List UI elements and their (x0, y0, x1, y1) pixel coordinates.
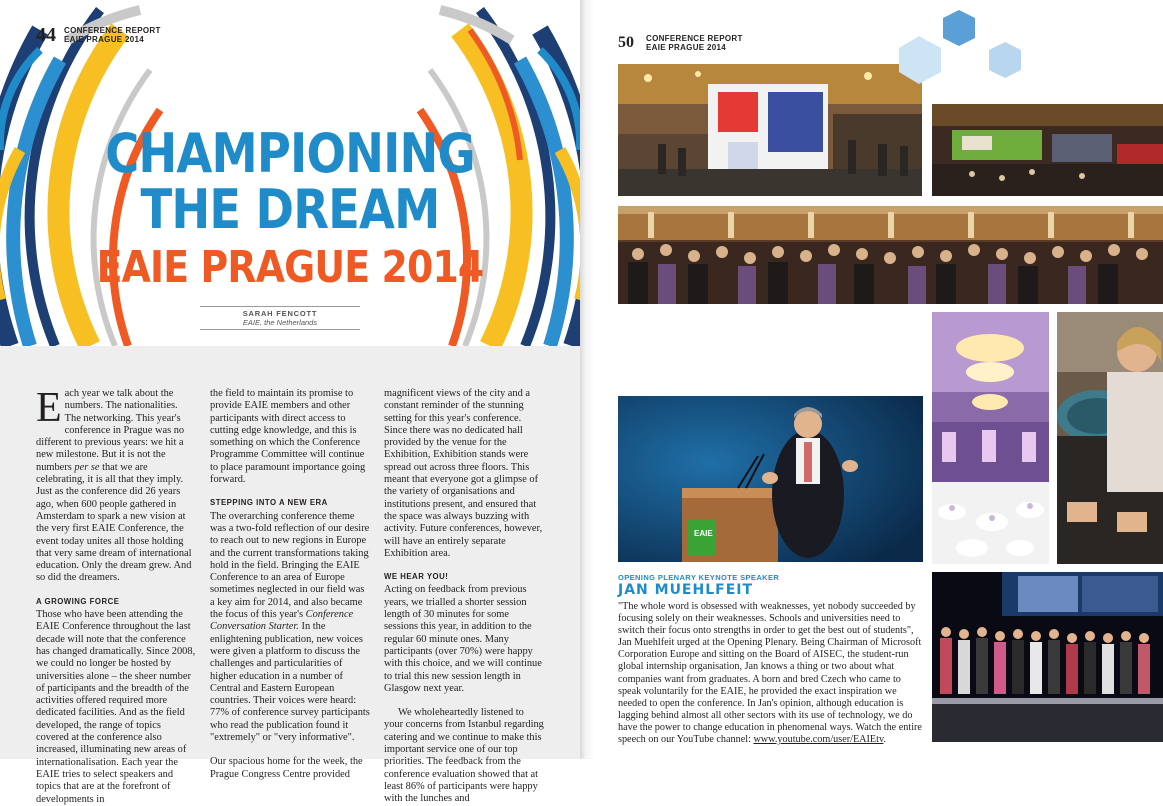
author-affiliation: EAIE, the Netherlands (242, 318, 318, 327)
hexagon-shape (899, 36, 941, 84)
intro-paragraph (36, 385, 196, 585)
byline (200, 306, 360, 330)
section-heading-new-era: STEPPING INTO A NEW ERA (210, 498, 328, 508)
stage-performers-photo (932, 572, 1163, 742)
paragraph (210, 511, 370, 745)
section-heading-growing-force: A GROWING FORCE (36, 596, 120, 606)
paragraph-text-end: In the enlightening publication, new voices were given a platform to discuss the challenges and particularities of higher education in a number of Central and Eastern European countries. Their voices were heard: 77% of conference survey participants who read the publication found it "extremely" or "very informative". (210, 621, 370, 744)
paragraph: the field to maintain its promise to provide EAIE members and other participants with direct access to cutting edge knowledge, and this is something on which the Conference Programme Committee will continue to place paramount importance going forward. (210, 388, 366, 486)
article-column-3 (384, 388, 544, 806)
intro-italic: per se (74, 461, 100, 473)
hexagon-shape (989, 42, 1021, 78)
publication-title: Conference Conversation Starter. (210, 609, 354, 633)
headline-line-1: CHAMPIONING (105, 122, 475, 185)
article-column-2 (210, 388, 370, 781)
running-head-section: CONFERENCE REPORT (64, 26, 161, 35)
page-number: 50 (618, 34, 634, 51)
speaker-name: JAN MUEHLFEIT (618, 582, 754, 598)
keynote-speaker-photo (618, 396, 923, 562)
networking-crowd-photo (618, 206, 1163, 304)
page-gutter (580, 0, 594, 759)
running-head (64, 26, 161, 44)
section-heading-we-hear-you: WE HEAR YOU! (384, 572, 449, 582)
podium-logo-panel (688, 520, 716, 556)
paragraph: magnificent views of the city and a constant reminder of the stunning setting for this year's conference. Since there was no dedicated hall provided by the venue for the Exhibition, Exhibition stands were spread out across three floors. This meant that everyone got a glimpse of the variety of organisations and institutions present, and ensured that the space was always buzzing with activity. Future conferences, however, will have an entirely separate Exhibition area. (384, 388, 543, 559)
headline-line-2: THE DREAM (140, 178, 440, 241)
headline-line-3: EAIE PRAGUE 2014 (96, 242, 484, 293)
paragraph: We wholeheartedly listened to your concerns from Istanbul regarding catering and we continue to make this important service one of our top priorities. The feedback from the conference evaluation showed that at least 86% of participants were happy with the lunches and (384, 707, 544, 805)
running-head-section: CONFERENCE REPORT (646, 34, 743, 43)
intro-text-end: that we are celebrating, it is all that they imply. Just as the conference did 26 years ago, when 600 people gathered in Amsterdam to spark a new vision at the very first EAIE Conference, the event today unites all those holding that very same dream of international education. Only the dream grew. And so did the dreamers. (36, 461, 192, 584)
article-column-1 (36, 385, 196, 806)
caption-kicker: OPENING PLENARY KEYNOTE SPEAKER (618, 573, 780, 582)
podium-logo-text: EAIE (694, 529, 713, 538)
drop-cap: E (36, 385, 62, 431)
exhibition-hall-photo (618, 64, 922, 196)
author-name: SARAH FENCOTT (242, 309, 318, 318)
speaker-caption (618, 601, 924, 746)
chandelier-hall-photo (932, 312, 1049, 564)
exhibition-overview-photo (932, 104, 1163, 196)
paragraph: Those who have been attending the EAIE Conference throughout the last decade will note that the conference has changed dramatically. Since 2008, we could no longer be hosted by universities alone – the sheer number of participants and the breadth of the activities offered required more dedicated facilities. And as the field developed, the range of topics covered at the conference also increased, illuminating new areas of internationalisation. Each year the EAIE tries to select speakers and topics that are at the forefront of developments in (36, 609, 196, 805)
right-page (594, 0, 1163, 759)
running-head-event: EAIE PRAGUE 2014 (646, 43, 726, 52)
page-number: 44 (36, 24, 56, 46)
decorative-hexagons (879, 8, 1034, 108)
paragraph-text: The overarching conference theme was a two-fold reflection of our desire to reach out to new regions in Europe and the current transformations taking hold in the field. Bringing the EAIE Conference to an area of Europe sometimes neglected in our field was a key aim for 2014, and also became the focus of this year's (210, 510, 370, 621)
paragraph: Acting on feedback from previous years, we trialled a shorter session length of 30 minutes for some sessions this year, in addition to the regular 60 minute ones. Many participants (over 70%) were happy with this choice, and we will continue to trial this new session length in Glasgow next year. (384, 584, 542, 694)
youtube-link[interactable]: www.youtube.com/user/EAIEtv (753, 734, 884, 746)
caption-text: "The whole word is obsessed with weaknesses, yet nobody succeeded by focusing solely on their weaknesses. Schools and universities need to switch their focus onto strengths in order to get the best out of students", Jan Muehlfeit urged at the Opening Plenary. Being Chairman of Microsoft Corporation Europe and sitting on the Board of AISEC, the student-run global internship organisation, Jan knows a thing or two about what companies want from graduates. A born and bred Czech who came to speak voluntarily for the EAIE, he provided the exact inspiration we needed to open the conference. In Jan's opinion, although education is lagging behind almost all other sectors with its use of technology, we do have the power to change education in phenomenal ways. Watch the entire speech on our YouTube channel: (618, 601, 922, 746)
running-head (646, 34, 743, 52)
massage-chair-photo (1057, 312, 1163, 564)
running-head-event: EAIE PRAGUE 2014 (64, 35, 144, 44)
title-banner (0, 0, 580, 346)
intro-text: ach year we talk about the numbers. The nationalities. The networking. This year's conference in Prague was no different to previous years: we hit a new milestone. But it is not the numbers (36, 388, 185, 473)
paragraph: Our spacious home for the week, the Prague Congress Centre provided (210, 756, 363, 780)
caption-end: . (883, 734, 886, 746)
hexagon-shape (943, 10, 975, 46)
